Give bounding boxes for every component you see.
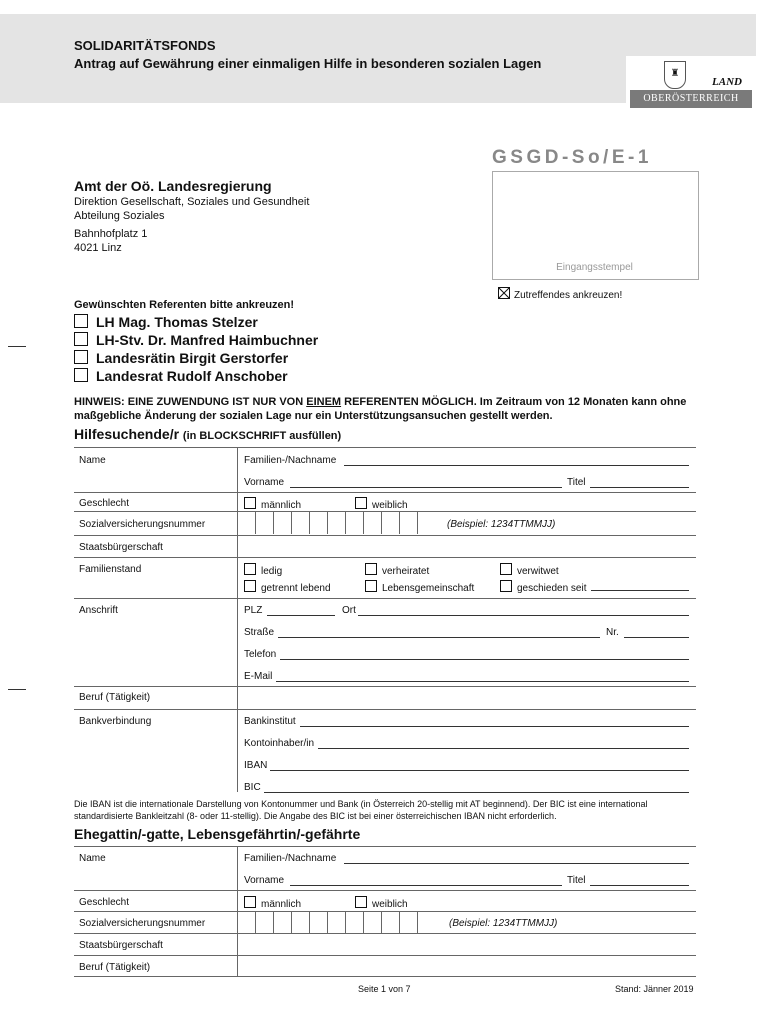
hinweis: HINWEIS: EINE ZUWENDUNG IST NUR VON EINEM REFERENTEN MÖGLICH. Im Zeitraum von 12 Monaten kann ohne maßgebliche Änderung der sozialen Lage nur ein Unterstützungsansuchen gestellt werden. (74, 396, 687, 422)
label-familienname: Familien-/Nachname (244, 853, 337, 864)
partner-titel-field[interactable] (590, 875, 689, 886)
option-geschieden[interactable]: geschieden seit (500, 580, 587, 594)
iban-note: Die IBAN ist die internationale Darstellung von Kontonummer und Bank (in Österreich 20-stellig mit AT beginnend). Der BIC ist eine international standardisierte Bankleitzahl (8- oder 11-stellig). Die Angabe des BIC ist bei einer österreichischen IBAN nicht erforderlich. (74, 799, 648, 821)
cross-hint-text: Zutreffendes ankreuzen! (514, 290, 623, 301)
nr-field[interactable] (624, 627, 689, 638)
label-titel: Titel (567, 477, 586, 488)
referent-option[interactable]: LH-Stv. Dr. Manfred Haimbuchner (74, 332, 318, 348)
label-staatsbuergerschaft: Staatsbürgerschaft (79, 940, 163, 951)
partner-familienname-field[interactable] (344, 853, 689, 864)
familienname-field[interactable] (344, 455, 689, 466)
label-nr: Nr. (606, 627, 619, 638)
vorname-field[interactable] (290, 477, 562, 488)
option-getrennt[interactable]: getrennt lebend (244, 580, 331, 594)
checkbox[interactable] (244, 497, 256, 509)
option-ledig[interactable]: ledig (244, 563, 282, 577)
form-subtitle: Antrag auf Gewährung einer einmaligen Hilfe in besonderen sozialen Lagen (74, 56, 542, 71)
ort-field[interactable] (358, 605, 689, 616)
cross-hint (498, 285, 622, 303)
option-verwitwet[interactable]: verwitwet (500, 563, 559, 577)
referent-option[interactable]: Landesrat Rudolf Anschober (74, 368, 288, 384)
label-anschrift: Anschrift (79, 605, 118, 616)
checkbox[interactable] (365, 580, 377, 592)
authority-name: Amt der Oö. Landesregierung (74, 178, 272, 194)
label-name: Name (79, 455, 106, 466)
option-weiblich[interactable]: weiblich (355, 497, 408, 511)
telefon-field[interactable] (280, 649, 689, 660)
authority-line: Abteilung Soziales (74, 210, 165, 222)
svnr-example: (Beispiel: 1234TTMMJJ) (447, 519, 556, 530)
section-hilfesuchende: Hilfesuchende/r (in BLOCKSCHRIFT ausfüllen) (74, 426, 342, 442)
label-geschlecht: Geschlecht (79, 897, 130, 908)
label-plz: PLZ (244, 605, 263, 616)
titel-field[interactable] (590, 477, 689, 488)
logo (626, 56, 756, 122)
authority-line: Direktion Gesellschaft, Soziales und Gesundheit (74, 196, 310, 208)
geschieden-seit-field[interactable] (591, 580, 689, 591)
checkbox[interactable] (365, 563, 377, 575)
bic-field[interactable] (264, 782, 689, 793)
authority-line: 4021 Linz (74, 242, 122, 254)
checkbox[interactable] (500, 580, 512, 592)
fold-mark (8, 689, 26, 690)
kontoinhaber-field[interactable] (318, 738, 689, 749)
option-maennlich[interactable]: männlich (244, 896, 301, 910)
stand-date: Stand: Jänner 2019 (615, 984, 694, 994)
label-familienname: Familien-/Nachname (244, 455, 337, 466)
option-lebensgemeinschaft[interactable]: Lebensgemeinschaft (365, 580, 474, 594)
page-number: Seite 1 von 7 (358, 984, 411, 994)
plz-field[interactable] (267, 605, 335, 616)
iban-field[interactable] (270, 760, 689, 771)
svnr-example: (Beispiel: 1234TTMMJJ) (449, 918, 558, 929)
crest-icon: ♜ (664, 61, 686, 89)
label-kontoinhaber: Kontoinhaber/in (244, 738, 315, 749)
email-field[interactable] (276, 671, 689, 682)
label-email: E-Mail (244, 671, 273, 682)
section-partner: Ehegattin/-gatte, Lebensgefährtin/-gefährte (74, 826, 361, 842)
checkbox[interactable] (74, 314, 88, 328)
checkbox[interactable] (244, 896, 256, 908)
label-geschlecht: Geschlecht (79, 498, 130, 509)
crossed-box-icon (498, 287, 510, 299)
checkbox[interactable] (74, 350, 88, 364)
stamp-label: Eingangsstempel (556, 262, 633, 273)
label-bankinstitut: Bankinstitut (244, 716, 296, 727)
label-beruf: Beruf (Tätigkeit) (79, 692, 151, 703)
label-ort: Ort (342, 605, 356, 616)
label-familienstand: Familienstand (79, 564, 142, 575)
logo-land: LAND (712, 76, 742, 88)
strasse-field[interactable] (278, 627, 600, 638)
referents-heading: Gewünschten Referenten bitte ankreuzen! (74, 299, 295, 311)
label-beruf: Beruf (Tätigkeit) (79, 962, 151, 973)
label-titel: Titel (567, 875, 586, 886)
label-staatsbuergerschaft: Staatsbürgerschaft (79, 542, 163, 553)
checkbox[interactable] (74, 368, 88, 382)
fold-mark (8, 346, 26, 347)
checkbox[interactable] (500, 563, 512, 575)
checkbox[interactable] (355, 896, 367, 908)
label-telefon: Telefon (244, 649, 277, 660)
referent-option[interactable]: Landesrätin Birgit Gerstorfer (74, 350, 288, 366)
authority-line: Bahnhofplatz 1 (74, 228, 148, 240)
label-name: Name (79, 853, 106, 864)
label-vorname: Vorname (244, 875, 285, 886)
label-bankverbindung: Bankverbindung (79, 716, 152, 727)
checkbox[interactable] (244, 563, 256, 575)
label-vorname: Vorname (244, 477, 285, 488)
label-iban: IBAN (244, 760, 268, 771)
bankinstitut-field[interactable] (300, 716, 689, 727)
form-title: SOLIDARITÄTSFONDS (74, 38, 216, 53)
option-maennlich[interactable]: männlich (244, 497, 301, 511)
checkbox[interactable] (244, 580, 256, 592)
label-bic: BIC (244, 782, 261, 793)
label-strasse: Straße (244, 627, 275, 638)
option-verheiratet[interactable]: verheiratet (365, 563, 429, 577)
form-code: GSGD-So/E-1 (492, 147, 652, 168)
logo-region: OBERÖSTERREICH (630, 90, 752, 108)
referent-option[interactable]: LH Mag. Thomas Stelzer (74, 314, 258, 330)
partner-vorname-field[interactable] (290, 875, 562, 886)
checkbox[interactable] (355, 497, 367, 509)
label-svnr: Sozialversicherungsnummer (79, 918, 206, 929)
option-weiblich[interactable]: weiblich (355, 896, 408, 910)
checkbox[interactable] (74, 332, 88, 346)
label-svnr: Sozialversicherungsnummer (79, 519, 206, 530)
